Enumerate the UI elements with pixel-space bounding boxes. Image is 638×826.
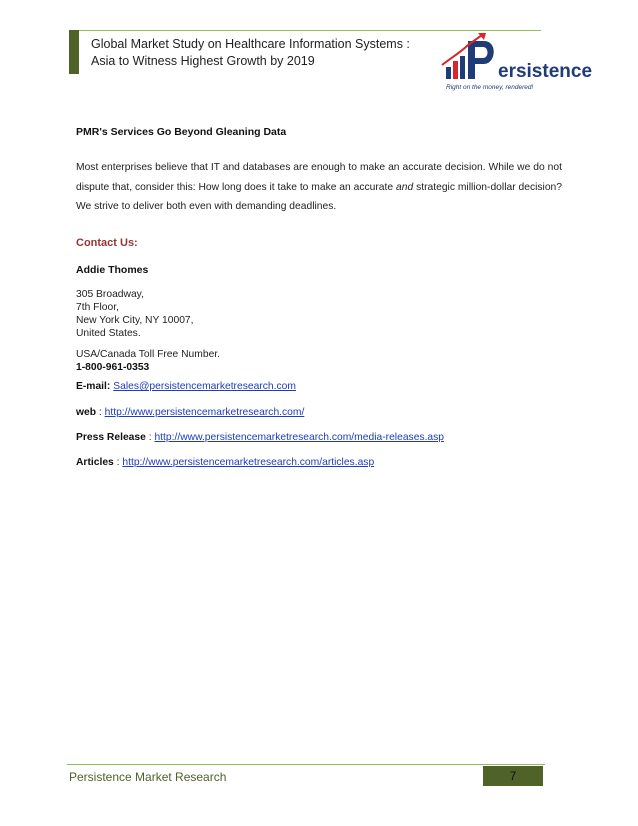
logo-bar-1 bbox=[446, 67, 451, 79]
email-row bbox=[76, 381, 296, 392]
email-link[interactable]: Sales@persistencemarketresearch.com bbox=[113, 381, 296, 392]
address-line-3: New York City, NY 10007, bbox=[76, 315, 194, 326]
logo-p-letter bbox=[468, 41, 494, 79]
logo-bar-2 bbox=[453, 61, 458, 79]
tollfree-label: USA/Canada Toll Free Number. bbox=[76, 349, 221, 360]
press-release-label: Press Release bbox=[76, 432, 146, 443]
title-line-2: Asia to Witness Highest Growth by 2019 bbox=[91, 54, 315, 68]
header-accent-bar bbox=[69, 30, 79, 74]
contact-heading: Contact Us: bbox=[76, 237, 138, 249]
intro-paragraph bbox=[76, 158, 562, 217]
intro-emphasis: and bbox=[396, 181, 414, 193]
section-title: PMR's Services Go Beyond Gleaning Data bbox=[76, 126, 287, 138]
articles-row bbox=[76, 457, 374, 468]
address-line-4: United States. bbox=[76, 328, 141, 339]
web-separator: : bbox=[96, 407, 105, 418]
logo-bar-3 bbox=[460, 56, 465, 79]
intro-text-part-1: Most enterprises believe that IT and databases are enough to make an accurate decision. While we do not dispute that, consider this: How long does it take to make an accurate bbox=[76, 162, 562, 193]
intro-text-part-2: strategic million-dollar decision? We strive to deliver both even with demanding deadlines. bbox=[76, 181, 563, 212]
tollfree-number: 1-800-961-0353 bbox=[76, 362, 150, 373]
press-separator: : bbox=[145, 432, 155, 443]
address-line-2: 7th Floor, bbox=[76, 302, 119, 313]
title-line-1: Global Market Study on Healthcare Information Systems : bbox=[91, 37, 410, 51]
articles-separator: : bbox=[113, 457, 123, 468]
web-link[interactable]: http://www.persistencemarketresearch.com/ bbox=[104, 407, 305, 418]
contact-name: Addie Thomes bbox=[76, 264, 149, 276]
document-title bbox=[91, 36, 431, 70]
page-number: 7 bbox=[483, 766, 543, 786]
logo-tagline: Right on the money, rendered! bbox=[446, 84, 534, 91]
press-release-link[interactable]: http://www.persistencemarketresearch.com/media-releases.asp bbox=[154, 432, 445, 443]
footer-company: Persistence Market Research bbox=[69, 770, 227, 784]
logo-brand-text: ersistence bbox=[498, 61, 593, 82]
address-block bbox=[76, 288, 194, 340]
press-release-row bbox=[76, 432, 444, 443]
footer-rule bbox=[67, 764, 545, 765]
tollfree-block bbox=[76, 348, 220, 374]
articles-link[interactable]: http://www.persistencemarketresearch.com/articles.asp bbox=[122, 457, 375, 468]
web-row bbox=[76, 407, 304, 418]
web-label: web bbox=[76, 407, 97, 418]
email-label: E-mail: bbox=[76, 381, 111, 392]
articles-label: Articles bbox=[76, 457, 114, 468]
address-line-1: 305 Broadway, bbox=[76, 289, 144, 300]
